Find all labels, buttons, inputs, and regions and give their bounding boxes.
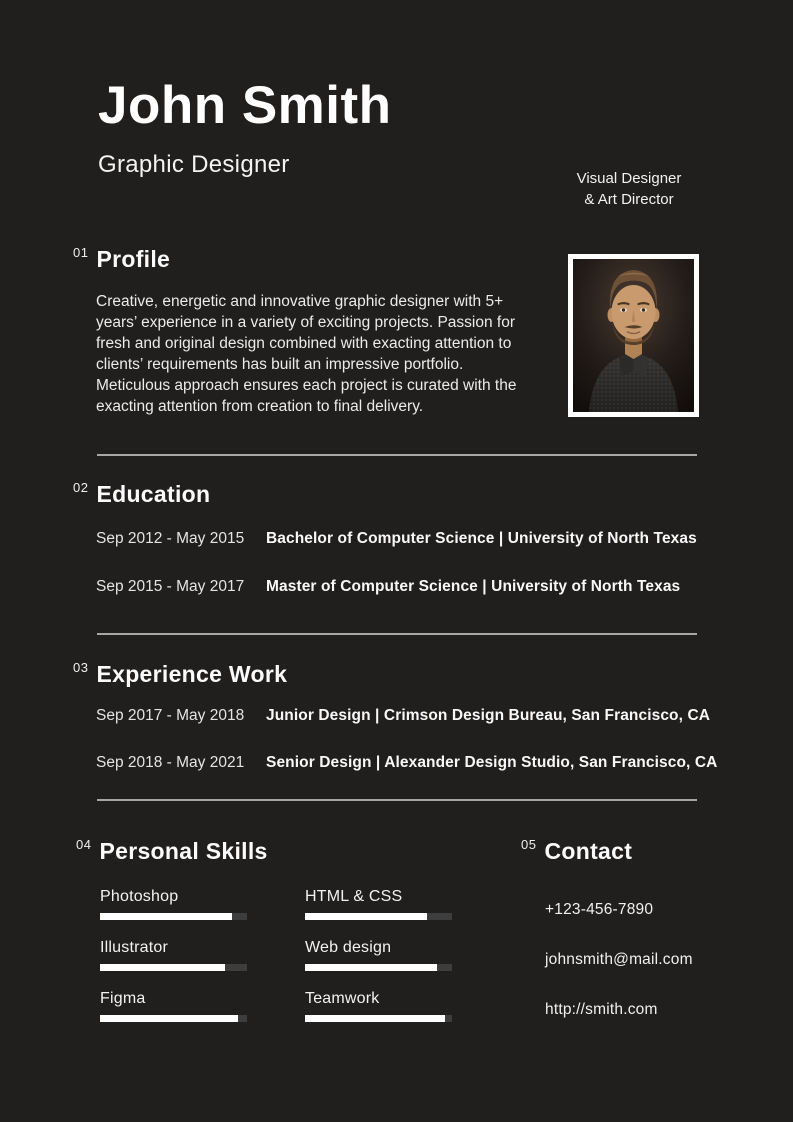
skill-item: [100, 939, 248, 971]
education-row: [96, 530, 716, 548]
section-number: 01: [73, 245, 89, 260]
candidate-tagline: [564, 168, 694, 210]
section-title: Experience Work: [96, 661, 288, 687]
skill-bar-fill: [100, 913, 232, 920]
experience-description: Senior Design | Alexander Design Studio, San Francisco, CA: [266, 754, 718, 771]
skill-item: [100, 990, 248, 1022]
skill-item: [100, 888, 248, 920]
skill-item: [305, 990, 453, 1022]
section-title: Personal Skills: [99, 838, 268, 864]
section-experience-heading: [73, 661, 287, 688]
skill-label: Illustrator: [100, 939, 168, 956]
experience-dates: Sep 2017 - May 2018: [96, 707, 245, 724]
section-number: 02: [73, 480, 89, 495]
profile-summary: Creative, energetic and innovative graphic designer with 5+ years’ experience in a variety of exciting projects. Passion for fresh and original design combined with exacting attention to clients’ requirements has built an impressive portfolio. Meticulous approach ensures each project is curated with the exacting attention from creation to final delivery.: [96, 293, 517, 415]
section-profile-heading: [73, 246, 170, 273]
skill-bar-track: [100, 964, 247, 971]
experience-dates: Sep 2018 - May 2021: [96, 754, 245, 771]
skill-bar-track: [305, 964, 452, 971]
contact-website: http://smith.com: [545, 1001, 658, 1018]
education-dates: Sep 2015 - May 2017: [96, 578, 245, 595]
section-contact-heading: [521, 838, 632, 865]
contact-email: johnsmith@mail.com: [545, 951, 693, 968]
skill-label: Photoshop: [100, 888, 179, 905]
section-divider: [97, 454, 697, 456]
skill-label: Figma: [100, 990, 146, 1007]
section-education-heading: [73, 481, 210, 508]
section-divider: [97, 799, 697, 801]
skill-label: Web design: [305, 939, 392, 956]
contact-phone: +123-456-7890: [545, 901, 654, 918]
section-number: 05: [521, 837, 537, 852]
section-divider: [97, 633, 697, 635]
profile-photo: [568, 254, 699, 417]
portrait-illustration: [573, 259, 694, 412]
skill-bar-fill: [100, 1015, 238, 1022]
skill-item: [305, 939, 453, 971]
skill-bar-track: [305, 913, 452, 920]
section-number: 04: [76, 837, 92, 852]
skill-bar-track: [100, 1015, 247, 1022]
skill-bar-fill: [100, 964, 225, 971]
candidate-role: Graphic Designer: [98, 151, 290, 178]
section-title: Education: [96, 481, 211, 507]
tagline-line-1: Visual Designer: [576, 170, 682, 187]
education-description: Bachelor of Computer Science | University of North Texas: [266, 530, 697, 547]
skill-bar-fill: [305, 964, 437, 971]
experience-row: [96, 707, 716, 725]
education-description: Master of Computer Science | University of North Texas: [266, 578, 681, 595]
skill-bar-fill: [305, 1015, 445, 1022]
skill-bar-track: [305, 1015, 452, 1022]
skill-label: Teamwork: [305, 990, 380, 1007]
skill-item: [305, 888, 453, 920]
skill-bar-fill: [305, 913, 427, 920]
section-title: Profile: [96, 246, 171, 272]
experience-description: Junior Design | Crimson Design Bureau, San Francisco, CA: [266, 707, 711, 724]
tagline-line-2: & Art Director: [584, 191, 674, 208]
experience-row: [96, 754, 716, 772]
education-dates: Sep 2012 - May 2015: [96, 530, 245, 547]
education-row: [96, 578, 716, 596]
skill-bar-track: [100, 913, 247, 920]
section-number: 03: [73, 660, 89, 675]
candidate-name: John Smith: [98, 76, 392, 135]
section-title: Contact: [544, 838, 633, 864]
skill-label: HTML & CSS: [305, 888, 403, 905]
section-skills-heading: [76, 838, 268, 865]
